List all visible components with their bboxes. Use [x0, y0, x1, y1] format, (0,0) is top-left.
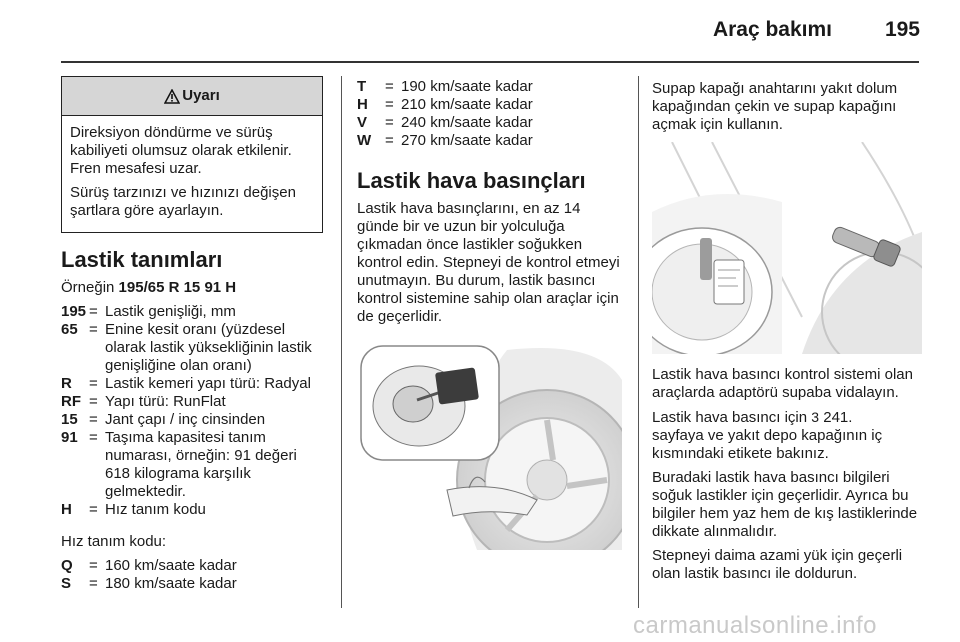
definition-key: H: [61, 501, 72, 518]
speed-code-row: [357, 132, 622, 150]
definition-row: [61, 393, 323, 411]
definition-key: 91: [61, 429, 78, 446]
spacer: [61, 519, 323, 533]
speed-code-equals: =: [385, 78, 394, 95]
definition-row: [61, 303, 323, 321]
definition-equals: =: [89, 393, 98, 410]
speed-code-value: 270 km/saate kadar: [401, 132, 533, 149]
section-heading-tire-designations: Lastik tanımları: [61, 247, 223, 272]
warning-label: Uyarı: [182, 87, 220, 104]
definition-row: [61, 375, 323, 393]
paragraph-pressure-reference: [652, 408, 922, 463]
definition-equals: =: [89, 375, 98, 392]
speed-code-list-continued: [357, 78, 622, 150]
warning-icon: [164, 89, 180, 104]
definition-row: [61, 501, 323, 519]
page-number: 195: [884, 18, 920, 41]
example-code: 195/65 R 15 91 H: [118, 279, 237, 296]
speed-code-value: 240 km/saate kadar: [401, 114, 533, 131]
definition-value: Lastik kemeri yapı türü: Radyal: [105, 375, 311, 392]
speed-code-key: Q: [61, 557, 73, 574]
definition-equals: =: [89, 303, 98, 320]
definition-key: R: [61, 375, 72, 392]
column-left: [61, 76, 323, 593]
page-reference-icon: 3: [811, 409, 820, 425]
speed-code-equals: =: [385, 132, 394, 149]
column-middle: [357, 78, 622, 550]
speed-code-row: [357, 78, 622, 96]
warning-body: [62, 116, 322, 232]
header-title: Araç bakımı: [712, 18, 832, 41]
speed-code-row: [61, 557, 323, 575]
paragraph-valve-cap-key: Supap kapağı anahtarını yakıt dolum kapağından çekin ve supap kapağını açmak için kullanın.: [652, 80, 898, 133]
definition-value: Taşıma kapasitesi tanım numarası, örneğin: 91 değeri 618 kilograma karşılık gelmektedir.: [105, 429, 297, 500]
definition-value: Yapı türü: RunFlat: [105, 393, 226, 410]
definition-equals: =: [89, 321, 98, 338]
speed-code-key: W: [357, 132, 372, 149]
illustration-fuel-flap-wheel: [357, 340, 622, 550]
definition-value: Lastik genişliği, mm: [105, 303, 236, 320]
illustration-valve-adapter: [652, 142, 922, 354]
speed-code-equals: =: [89, 557, 98, 574]
definition-key: 15: [61, 411, 78, 428]
pressure-reference-label: sayfaya ve yakıt depo kapağının iç kısmındaki etikete bakınız.: [652, 427, 883, 462]
definition-key: 65: [61, 321, 78, 338]
definition-row: [61, 321, 323, 375]
pressure-reference-text: Lastik hava basıncı için: [652, 409, 812, 426]
speed-code-equals: =: [385, 114, 394, 131]
definition-list: [61, 303, 323, 519]
definition-row: [61, 411, 323, 429]
definition-equals: =: [89, 411, 98, 428]
speed-code-value: 190 km/saate kadar: [401, 78, 533, 95]
paragraph-spare-wheel: Stepneyi daima azami yük için geçerli olan lastik basıncı ile doldurun.: [652, 547, 903, 582]
definition-equals: =: [89, 501, 98, 518]
speed-code-value: 180 km/saate kadar: [105, 575, 237, 592]
speed-code-value: 210 km/saate kadar: [401, 96, 533, 113]
definition-row: [61, 429, 323, 501]
speed-code-row: [61, 575, 323, 593]
paragraph-adapter: Lastik hava basıncı kontrol sistemi olan araçlarda adaptörü supaba vidalayın.: [652, 366, 913, 401]
definition-key: RF: [61, 393, 81, 410]
watermark: carmanualsonline.info: [633, 612, 877, 639]
warning-box: [61, 76, 323, 233]
warning-paragraph: Direksiyon döndürme ve sürüş kabiliyeti olumsuz olarak etkilenir. Fren mesafesi uzar.: [70, 124, 292, 177]
speed-code-key: V: [357, 114, 368, 131]
definition-value: Enine kesit oranı (yüzdesel olarak lastik yüksekliğinin lastik genişliğine olan oranı): [105, 321, 312, 374]
speed-code-key: S: [61, 575, 72, 592]
speed-code-equals: =: [89, 575, 98, 592]
definition-equals: =: [89, 429, 98, 446]
speed-code-key: H: [357, 96, 368, 113]
speed-code-value: 160 km/saate kadar: [105, 557, 237, 574]
example-prefix: Örneğin: [61, 279, 119, 296]
definition-key: 195: [61, 303, 87, 320]
column-divider-1: [341, 76, 342, 608]
definition-value: Jant çapı / inç cinsinden: [105, 411, 266, 428]
warning-paragraph: Sürüş tarzınızı ve hızınızı değişen şartlara göre ayarlayın.: [70, 184, 296, 219]
speed-code-key: T: [357, 78, 367, 95]
speed-code-list: [61, 557, 323, 593]
speed-code-label: Hız tanım kodu:: [61, 533, 167, 550]
header-rule: [61, 61, 919, 63]
speed-code-row: [357, 96, 622, 114]
column-divider-2: [638, 76, 639, 608]
column-right: [652, 80, 922, 589]
section-heading-tire-pressure: Lastik hava basınçları: [357, 168, 586, 193]
pressure-reference-page: 241.: [819, 409, 853, 426]
tire-pressure-intro: Lastik hava basınçlarını, en az 14 günde bir ve uzun bir yolculuğa çıkmadan önce lastikler soğukken kontrol edin. Stepneyi de kontrol etmeyi unutmayın. Bu durum, lastik basıncı kontrol sistemine sahip olan araçlar için de geçerlidir.: [357, 200, 620, 325]
speed-code-row: [357, 114, 622, 132]
definition-value: Hız tanım kodu: [105, 501, 206, 518]
paragraph-cold-tires: Buradaki lastik hava basıncı bilgileri soğuk lastikler için geçerlidir. Ayrıca bu bilgiler hem yaz hem de kış lastiklerinde dikkate alınmalıdır.: [652, 469, 918, 540]
example-line: [61, 279, 323, 297]
warning-header: [62, 77, 322, 116]
speed-code-equals: =: [385, 96, 394, 113]
